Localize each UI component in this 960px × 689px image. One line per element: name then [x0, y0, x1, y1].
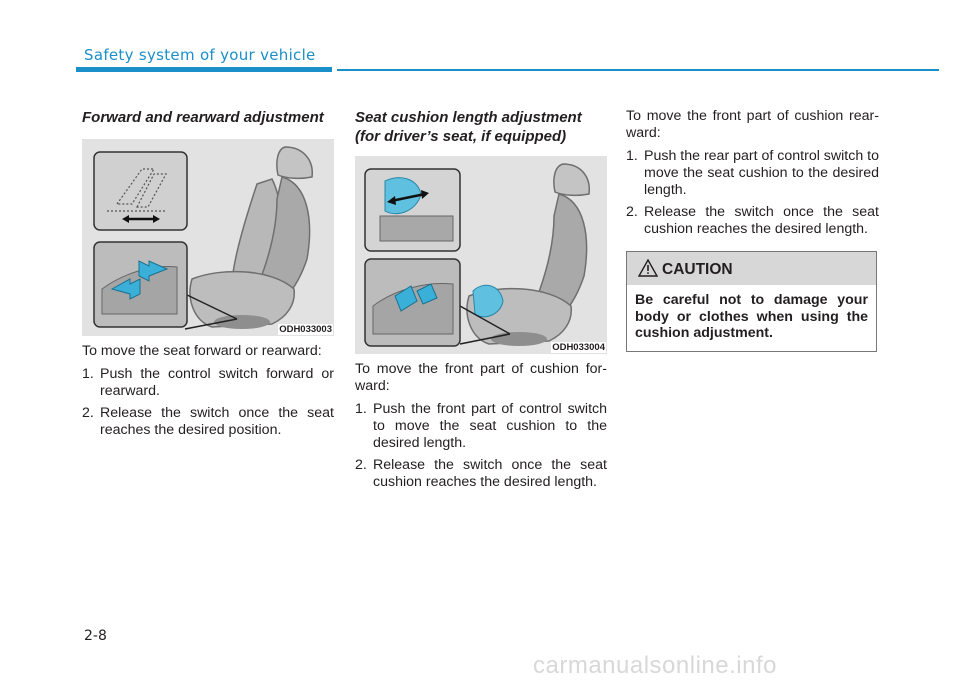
column-forward-rearward: [82, 108, 334, 444]
step-number: 1.: [82, 366, 94, 382]
seat-illustration: [355, 156, 607, 354]
cushion-length-heading: [355, 108, 607, 146]
step-number: 1.: [355, 401, 367, 417]
cushion-rearward-steps: [626, 148, 879, 238]
step-text: Push the rear part of control switch to move the seat cushion to the desired length.: [644, 148, 879, 198]
step-text: Release the switch once the seat cushion reaches the desired length.: [644, 204, 879, 237]
cushion-forward-steps: [355, 401, 607, 491]
step-text: Release the switch once the seat cushion reaches the desired length.: [373, 457, 607, 490]
list-item: [355, 457, 607, 491]
header-rule-thick: [76, 67, 332, 72]
column-cushion-forward: [355, 108, 607, 496]
cushion-rearward-intro: To move the front part of cushion rearward:: [626, 108, 879, 141]
column-cushion-rearward: [626, 108, 879, 243]
cushion-forward-intro: To move the front part of cushion forward:: [355, 361, 607, 394]
caution-box: [626, 251, 877, 352]
forward-rearward-heading: Forward and rearward adjustment: [82, 109, 324, 126]
list-item: [626, 204, 879, 238]
list-item: [355, 401, 607, 452]
forward-rearward-intro: To move the seat forward or rearward:: [82, 343, 322, 359]
warning-triangle-icon: [638, 259, 658, 277]
figure-code: ODH033004: [552, 342, 605, 353]
heading-line-1: Seat cushion length adjustment: [355, 109, 582, 126]
watermark: carmanualsonline.info: [533, 652, 777, 679]
figure-code: ODH033003: [279, 324, 332, 335]
step-number: 2.: [355, 457, 367, 473]
seat-illustration: [82, 139, 334, 336]
seat-cushion-length-figure: [355, 156, 607, 354]
caution-label: CAUTION: [662, 261, 733, 278]
list-item: [82, 405, 334, 439]
step-text: Release the switch once the seat reaches the desired position.: [100, 405, 334, 438]
seat-forward-rearward-figure: [82, 139, 334, 336]
step-number: 1.: [626, 148, 638, 164]
header-rule-thin: [337, 69, 939, 71]
caution-text: Be careful not to damage your body or clothes when using the cushion adjustment.: [635, 292, 868, 341]
forward-rearward-steps: [82, 366, 334, 439]
page-number: 2-8: [84, 628, 107, 644]
step-number: 2.: [626, 204, 638, 220]
section-header-title: Safety system of your vehicle: [84, 46, 316, 64]
step-text: Push the front part of control switch to move the seat cushion to the desired length.: [373, 401, 607, 451]
step-number: 2.: [82, 405, 94, 421]
list-item: [82, 366, 334, 400]
caution-header: [627, 252, 876, 285]
step-text: Push the control switch forward or rearward.: [100, 366, 334, 399]
heading-line-2: (for driver’s seat, if equipped): [355, 128, 567, 145]
list-item: [626, 148, 879, 199]
